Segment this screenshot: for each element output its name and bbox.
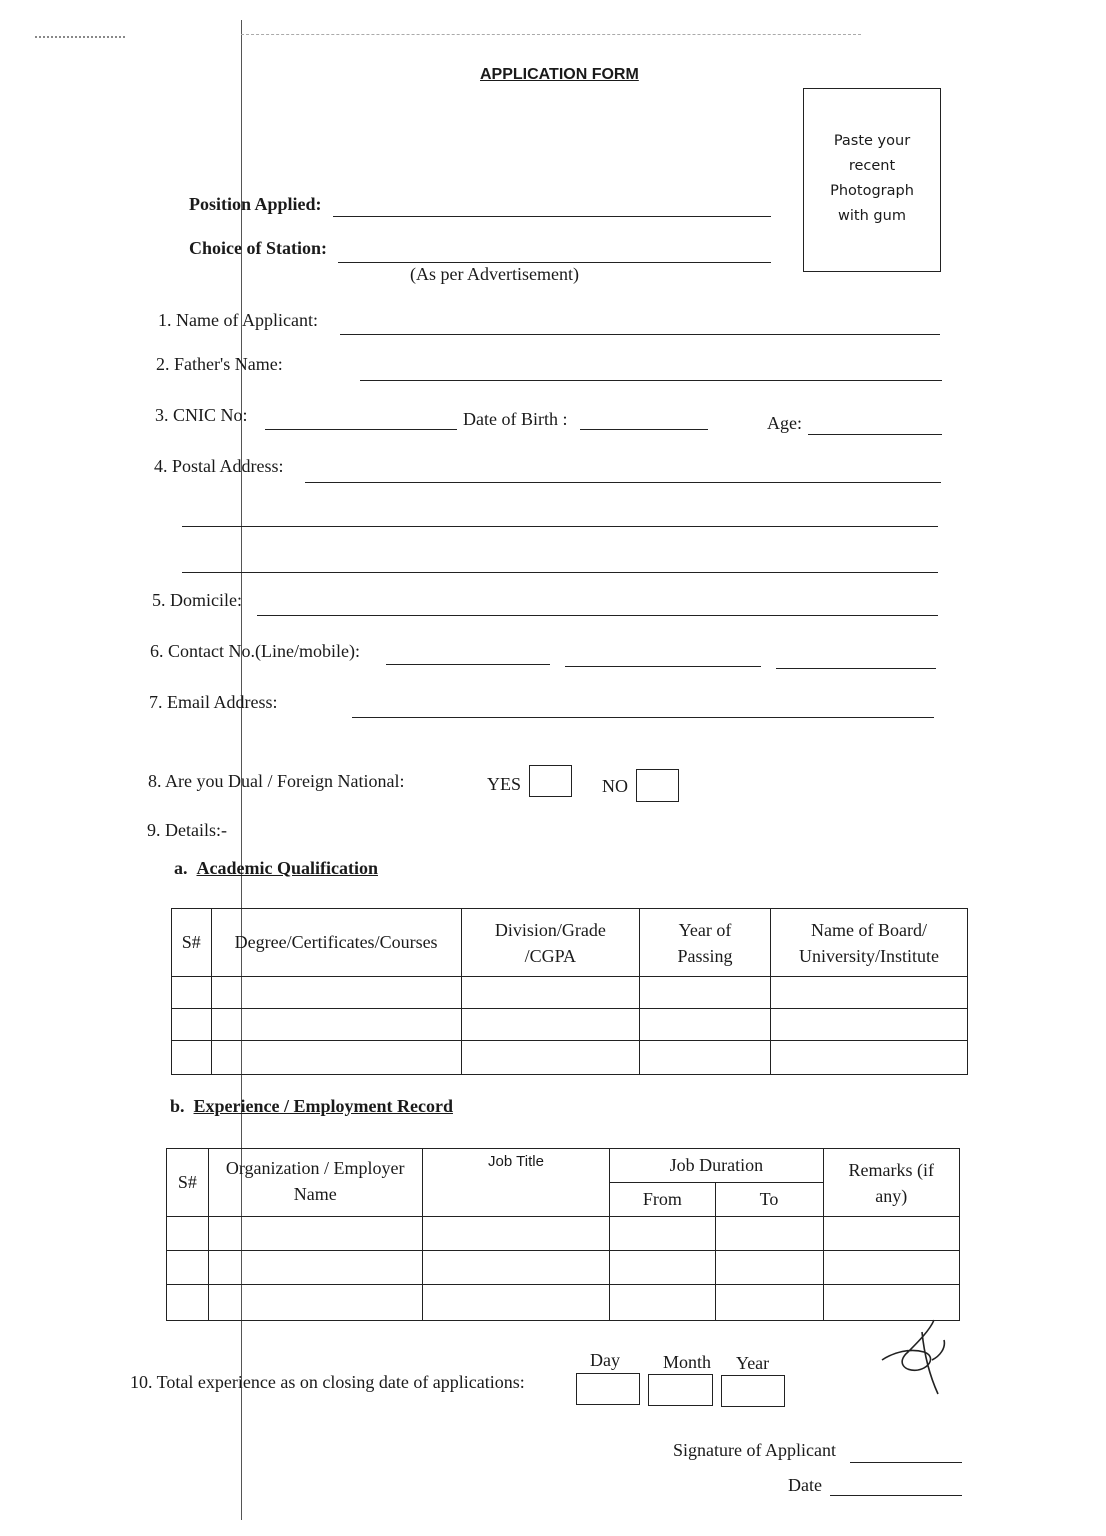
table-row[interactable] [172, 977, 968, 1009]
name-field[interactable] [340, 334, 940, 335]
photo-box[interactable] [803, 88, 941, 272]
choice-station-field[interactable] [338, 262, 771, 263]
photo-text-4: with gum [838, 208, 906, 224]
as-per-advertisement: (As per Advertisement) [410, 264, 579, 284]
no-checkbox[interactable] [636, 769, 679, 802]
postal-address-field-1[interactable] [305, 482, 941, 483]
date-field[interactable] [830, 1495, 962, 1496]
contact-field-2[interactable] [565, 666, 761, 667]
day-box[interactable] [576, 1373, 640, 1405]
experience-letter: b. [170, 1096, 185, 1116]
father-name-label: 2. Father's Name: [156, 354, 283, 374]
year-label: Year [736, 1353, 770, 1373]
name-label: 1. Name of Applicant: [158, 310, 318, 330]
photo-text-3: Photograph [830, 183, 914, 199]
yes-checkbox[interactable] [529, 765, 572, 797]
table-header-row [167, 1149, 960, 1183]
domicile-label: 5. Domicile: [152, 590, 242, 610]
date-label: Date [788, 1475, 822, 1495]
dob-field[interactable] [580, 429, 708, 430]
col-board: Name of Board/ University/Institute [771, 909, 968, 977]
age-field[interactable] [808, 434, 942, 435]
col-from: From [610, 1183, 715, 1217]
col-job-title: Job Title [422, 1149, 610, 1217]
academic-title: Academic Qualification [196, 858, 378, 878]
details-label: 9. Details:- [147, 820, 227, 840]
domicile-field[interactable] [257, 615, 938, 616]
table-header-row [172, 909, 968, 977]
contact-field-3[interactable] [776, 668, 936, 669]
email-field[interactable] [352, 717, 934, 718]
position-applied-label: Position Applied: [189, 194, 322, 214]
photo-text-2: recent [848, 158, 896, 174]
day-label: Day [590, 1350, 620, 1370]
experience-title: Experience / Employment Record [193, 1096, 453, 1116]
col-sno: S# [167, 1149, 209, 1217]
table-row[interactable] [167, 1217, 960, 1251]
dob-label: Date of Birth : [463, 409, 568, 429]
scan-mark [35, 36, 125, 38]
email-label: 7. Email Address: [149, 692, 278, 712]
month-label: Month [663, 1352, 712, 1372]
dual-national-label: 8. Are you Dual / Foreign National: [148, 771, 405, 791]
total-experience-label: 10. Total experience as on closing date of applications: [130, 1372, 525, 1392]
col-to: To [715, 1183, 823, 1217]
month-box[interactable] [648, 1374, 713, 1406]
postal-address-label: 4. Postal Address: [154, 456, 284, 476]
experience-table [166, 1148, 960, 1321]
col-organization: Organization / Employer Name [208, 1149, 422, 1217]
table-row[interactable] [167, 1251, 960, 1285]
experience-heading [170, 1096, 453, 1117]
table-row[interactable] [167, 1285, 960, 1321]
position-applied-field[interactable] [333, 216, 771, 217]
choice-station-label: Choice of Station: [189, 238, 327, 258]
age-label: Age: [767, 413, 802, 433]
cnic-label: 3. CNIC No: [155, 405, 248, 425]
no-label: NO [602, 776, 628, 796]
signature-scribble [874, 1312, 954, 1402]
postal-address-field-2[interactable] [182, 526, 938, 527]
cnic-field[interactable] [265, 429, 457, 430]
form-title: APPLICATION FORM [480, 66, 639, 83]
signature-field[interactable] [850, 1462, 962, 1463]
col-division: Division/Grade /CGPA [461, 909, 639, 977]
yes-label: YES [487, 774, 522, 794]
signature-label: Signature of Applicant [673, 1440, 836, 1460]
col-year: Year of Passing [639, 909, 770, 977]
academic-letter: a. [174, 858, 188, 878]
photo-text-1: Paste your [833, 133, 911, 149]
table-row[interactable] [172, 1041, 968, 1075]
year-box[interactable] [721, 1375, 785, 1407]
col-degree: Degree/Certificates/Courses [211, 909, 461, 977]
top-edge-line [241, 34, 861, 35]
col-job-duration: Job Duration [610, 1149, 823, 1183]
father-name-field[interactable] [360, 380, 942, 381]
academic-heading [174, 858, 378, 879]
col-sno: S# [172, 909, 212, 977]
postal-address-field-3[interactable] [182, 572, 938, 573]
col-remarks: Remarks (if any) [823, 1149, 959, 1217]
contact-label: 6. Contact No.(Line/mobile): [150, 641, 360, 661]
contact-field-1[interactable] [386, 664, 550, 665]
table-row[interactable] [172, 1009, 968, 1041]
academic-table [171, 908, 968, 1075]
